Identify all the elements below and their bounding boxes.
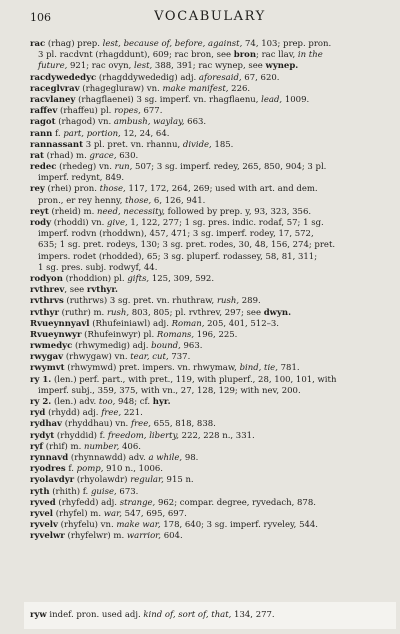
entry-text: imperf. subj., 359, 375, with vn., 27, 128, 129; with nev, 200. <box>38 385 301 396</box>
entry-line <box>30 207 394 218</box>
entry-line <box>30 106 394 117</box>
entry-line <box>30 531 394 542</box>
entry-text: 289. <box>239 296 261 307</box>
entry-text: (rhagflaenei) 3 sg. imperf. vn. rhagflaenu, <box>75 94 262 105</box>
entry-gloss: make manifest, <box>162 83 229 94</box>
entry-text: 910 n., 1006. <box>103 464 163 475</box>
entry-gloss: those, <box>99 184 126 195</box>
entry-text: (rhyfelwr) m. <box>64 531 127 542</box>
entry-line <box>30 95 394 106</box>
entry-continuation-line <box>30 50 394 61</box>
entry-line <box>30 218 394 229</box>
entry-gloss: too, <box>98 397 116 407</box>
entry-text: , see <box>64 285 87 296</box>
entry-gloss: future, <box>38 61 68 72</box>
entry-line <box>30 363 394 374</box>
entry-text: f. <box>52 128 64 139</box>
entry-line <box>30 341 394 352</box>
page-number: 106 <box>30 11 51 24</box>
entry-gloss: freedom, liberty, <box>107 430 179 441</box>
entry-text: 12, 24, 64. <box>120 128 170 139</box>
entry-gloss: rush, <box>216 296 240 307</box>
entry-text: (rhoddion) pl. <box>62 273 128 284</box>
entry-line <box>30 509 394 520</box>
entry-text: (ruthrws) 3 sg. pret. vn. rhuthraw, <box>63 296 217 307</box>
entry-gloss: gifts, <box>127 273 150 284</box>
entry-line <box>30 442 394 453</box>
entry-text: (rhei) pron. <box>44 184 100 195</box>
highlighted-entry-line <box>30 610 275 621</box>
entry-continuation-line <box>30 196 394 207</box>
entry-gloss: divide, <box>182 139 212 150</box>
entry-line <box>30 274 394 285</box>
entry-text: (rhynnawdd) adv. <box>68 452 149 463</box>
entry-line <box>30 129 394 140</box>
entry-text: 507; 3 sg. imperf. redey, 265, 850, 904; 3 pl. <box>132 162 327 173</box>
entry-headword: reyt <box>30 206 49 217</box>
entry-text: 221. <box>121 408 143 419</box>
entry-headword: rydhav <box>30 419 62 430</box>
entry-text: 178, 640; 3 sg. imperf. ryveley, 544. <box>160 520 319 531</box>
entry-text: 655, 818, 838. <box>150 419 216 430</box>
entry-line <box>30 39 394 50</box>
entry-line <box>30 319 394 330</box>
entry-text: 67, 620. <box>241 72 280 83</box>
entry-text: (rheid) m. <box>48 206 97 217</box>
entry-text: 1, 122, 277; 1 sg. pres. indic. rodaf, 57; 1 sg. <box>127 218 324 228</box>
entry-headword: ryvel <box>30 508 53 519</box>
entry-text: 803, 805; pl. rvthrev, 297; see <box>129 307 264 318</box>
entry-headword: ryolavdyr <box>30 475 75 486</box>
entry-text: indef. pron. used adj. <box>46 610 144 620</box>
entry-headword: dwyn. <box>263 307 292 318</box>
entry-text: 677. <box>140 106 163 117</box>
entry-headword: rwygav <box>30 352 64 363</box>
entry-headword: Rvueynwyr <box>30 329 82 340</box>
entry-text: 673. <box>116 486 139 497</box>
entry-text: (rhyddid) f. <box>54 430 108 441</box>
entry-text: (len.) adv. <box>51 397 99 407</box>
entry-line <box>30 453 394 464</box>
entry-gloss: a while, <box>148 452 183 463</box>
entry-line <box>30 162 394 173</box>
entry-text: 781. <box>277 363 300 374</box>
entry-line <box>30 285 394 296</box>
entry-gloss: rush, <box>106 307 130 318</box>
entry-continuation-line <box>30 386 394 397</box>
entry-text: 98. <box>182 452 199 463</box>
entry-headword: ryw <box>30 610 47 620</box>
entry-text: (ruthr) m. <box>58 307 107 318</box>
entry-gloss: war, <box>103 508 122 519</box>
entry-gloss: bound, <box>151 341 181 352</box>
entry-headword: rvthrev <box>30 285 65 296</box>
entry-continuation-line <box>30 61 394 72</box>
entry-gloss: lead, <box>261 94 283 105</box>
entry-text: 737. <box>168 352 191 363</box>
entry-text: (rhydd) adj. <box>45 408 102 419</box>
entry-continuation-line <box>30 229 394 240</box>
entry-gloss: tear, cut, <box>130 352 169 363</box>
entry-text: (rhyfel) m. <box>53 508 104 519</box>
entry-gloss: give, <box>107 218 128 228</box>
entry-headword: rwmedyc <box>30 341 73 352</box>
entry-headword: rat <box>30 150 44 161</box>
entry-text: 635; 1 sg. pret. rodeys, 130; 3 sg. pret. rodes, 30, 48, 156, 274; pret. <box>38 240 336 251</box>
entry-gloss: grace, <box>89 150 117 161</box>
entry-line <box>30 140 394 151</box>
entry-gloss: strange, <box>119 497 156 508</box>
entry-gloss: make war, <box>116 520 161 531</box>
entry-headword: rody <box>30 218 52 228</box>
entry-text: (rhif) m. <box>43 441 84 452</box>
entry-text: (rhyolawdr) <box>74 475 131 486</box>
highlighted-entry <box>24 602 396 629</box>
entry-text: 117, 172, 264, 269; used with art. and dem. <box>125 184 318 195</box>
entry-text: 222, 228 n., 331. <box>178 430 255 441</box>
entry-text: (rhagddywededig) adj. <box>96 72 199 83</box>
entry-gloss: run, <box>114 162 133 173</box>
entry-gloss: lest, because of, before, against, <box>102 39 243 49</box>
entry-text: (rhageglurаw) vn. <box>79 83 163 94</box>
entry-gloss: ambush, waylay, <box>113 117 185 128</box>
entry-text: 6, 126, 941. <box>151 195 206 206</box>
entry-headword: ryvelwr <box>30 531 65 542</box>
entry-gloss: bind, tie, <box>239 363 278 374</box>
entry-text: (len.) perf. part., with pret., 119, with pluperf., 28, 100, 101, with <box>51 374 337 385</box>
entry-gloss: free, <box>101 408 122 419</box>
entry-continuation-line <box>30 240 394 251</box>
entry-line <box>30 352 394 363</box>
entry-line <box>30 330 394 341</box>
entry-text: 406. <box>119 441 141 452</box>
entry-line <box>30 375 394 386</box>
entry-headword: ryf <box>30 441 44 452</box>
entry-gloss: free, <box>130 419 151 430</box>
entry-headword: ryvelv <box>30 520 58 531</box>
entry-line <box>30 184 394 195</box>
entry-text: (rhedeg) vn. <box>56 162 115 173</box>
entry-text: (rhoddi) vn. <box>51 218 108 228</box>
entry-gloss: need, necessity, <box>97 206 165 217</box>
entry-headword: ryved <box>30 497 56 508</box>
entry-continuation-line <box>30 173 394 184</box>
entry-text: 921; rac ovyn, <box>67 61 134 72</box>
entry-text: (Rhufeiniawl) adj. <box>89 318 172 329</box>
entry-text: 962; compar. degree, ryvedach, 878. <box>155 497 316 508</box>
entry-text: (rhad) m. <box>43 150 90 161</box>
entry-text: 185. <box>211 139 234 150</box>
entry-headword: ryth <box>30 486 50 497</box>
vocabulary-entries <box>30 39 394 542</box>
entry-text: imperf. rodvn (rhoddwn), 457, 471; 3 sg. imperf. rodey, 17, 572, <box>38 229 314 240</box>
entry-gloss: ropes, <box>114 106 141 117</box>
entry-headword: rannassant <box>30 139 84 150</box>
entry-text: (rhyfelu) vn. <box>57 520 117 531</box>
entry-gloss: number, <box>83 441 120 452</box>
entry-text: (rhwymwd) pret. impers. vn. rhwymaw, <box>64 363 240 374</box>
entry-headword: rvthyr <box>30 307 59 318</box>
entry-text: 963. <box>180 341 203 352</box>
entry-headword: ragot <box>30 117 56 128</box>
entry-text: 3 pl. pret. vn. rhannu, <box>83 139 183 150</box>
entry-line <box>30 464 394 475</box>
entry-line <box>30 308 394 319</box>
entry-gloss: pomp, <box>76 464 104 475</box>
entry-line <box>30 408 394 419</box>
entry-gloss: part, portion, <box>63 128 121 139</box>
entry-text: impers. rodet (rhodded), 65; 3 sg. pluperf. rodassey, 58, 81, 311; <box>38 251 318 262</box>
page-title: VOCABULARY <box>154 9 266 24</box>
entry-headword: rey <box>30 184 45 195</box>
entry-headword: ry 1. <box>30 374 52 385</box>
entry-headword: ryd <box>30 408 46 419</box>
entry-line <box>30 84 394 95</box>
entry-text: 196, 225. <box>194 329 238 340</box>
entry-gloss: warrior, <box>126 531 162 542</box>
entry-text: 226. <box>228 83 251 94</box>
entry-gloss: those, <box>125 195 152 206</box>
entry-headword: Rvueynnyavl <box>30 318 90 329</box>
entry-gloss: regular, <box>130 475 164 486</box>
entry-gloss: lest, <box>134 61 153 72</box>
entry-headword: racdywededyc <box>30 72 97 83</box>
entry-line <box>30 520 394 531</box>
page-header <box>30 9 390 25</box>
entry-headword: hyr. <box>152 397 171 407</box>
entry-text: pron., er rey henny, <box>38 195 126 206</box>
entry-text: (rhagod) vn. <box>55 117 114 128</box>
entry-gloss: Roman, <box>171 318 205 329</box>
entry-headword: rvthyr. <box>86 285 119 296</box>
entry-headword: rac <box>30 39 46 49</box>
entry-line <box>30 397 394 408</box>
entry-headword: wynep. <box>265 61 299 72</box>
entry-text: 74, 103; prep. pron. <box>242 39 332 49</box>
entry-line <box>30 151 394 162</box>
entry-headword: rvthrvs <box>30 296 64 307</box>
entry-text: f. <box>65 464 77 475</box>
entry-headword: rodyon <box>30 273 63 284</box>
entry-text: 125, 309, 592. <box>149 273 215 284</box>
entry-gloss: Romans, <box>156 329 195 340</box>
entry-line <box>30 117 394 128</box>
entry-headword: bron <box>233 50 257 61</box>
entry-text: 663. <box>184 117 207 128</box>
entry-line <box>30 498 394 509</box>
entry-line <box>30 73 394 84</box>
entry-text: (rhyfedd) adj. <box>55 497 120 508</box>
entry-gloss: kind of, sort of, that, <box>143 610 232 620</box>
entry-text: 630. <box>116 150 139 161</box>
entry-headword: rydyt <box>30 430 55 441</box>
entry-text: 1009. <box>282 94 310 105</box>
entry-continuation-line <box>30 252 394 263</box>
entry-headword: rann <box>30 128 53 139</box>
entry-headword: racvlaney <box>30 94 76 105</box>
entry-text: 388, 391; rac wynep, see <box>152 61 266 72</box>
entry-line <box>30 475 394 486</box>
entry-text: followed by prep. y, 93, 323, 356. <box>164 206 312 217</box>
entry-headword: raffev <box>30 106 58 117</box>
entry-text: imperf. redynt, 849. <box>38 173 125 184</box>
entry-line <box>30 296 394 307</box>
entry-headword: rwymvt <box>30 363 65 374</box>
entry-headword: ryodres <box>30 464 66 475</box>
entry-headword: redec <box>30 162 57 173</box>
entry-text: 948; cf. <box>115 397 153 407</box>
entry-refs: 134, 277. <box>231 610 275 620</box>
entry-text: 3 pl. racdvnt (rhagddunt), 609; rac bron, see <box>38 50 234 61</box>
entry-gloss: aforesaid, <box>198 72 242 83</box>
entry-text: (rhwymedig) adj. <box>72 341 152 352</box>
entry-text: ; rac llav, <box>256 50 298 61</box>
entry-text: (rhyddhau) vn. <box>62 419 131 430</box>
entry-text: 205, 401, 512–3. <box>204 318 279 329</box>
entry-line <box>30 431 394 442</box>
entry-text: (rhaffeu) pl. <box>57 106 115 117</box>
entry-line <box>30 419 394 430</box>
entry-text: (rhag) prep. <box>45 39 103 49</box>
entry-headword: rynnavd <box>30 452 69 463</box>
entry-text: (Rhufeinwyr) pl. <box>81 329 157 340</box>
entry-text: 915 n. <box>163 475 194 486</box>
entry-gloss: guise, <box>90 486 117 497</box>
entry-text: (rhith) f. <box>49 486 91 497</box>
entry-line <box>30 487 394 498</box>
entry-gloss: in the <box>297 50 323 61</box>
entry-text: 604. <box>161 531 183 542</box>
entry-text: (rhwygaw) vn. <box>63 352 131 363</box>
entry-headword: ry 2. <box>30 397 52 407</box>
entry-headword: raceglvrav <box>30 83 80 94</box>
entry-continuation-line <box>30 263 394 274</box>
entry-text: 547, 695, 697. <box>121 508 187 519</box>
entry-text: 1 sg. pres. subj. rodwyf, 44. <box>38 262 158 273</box>
